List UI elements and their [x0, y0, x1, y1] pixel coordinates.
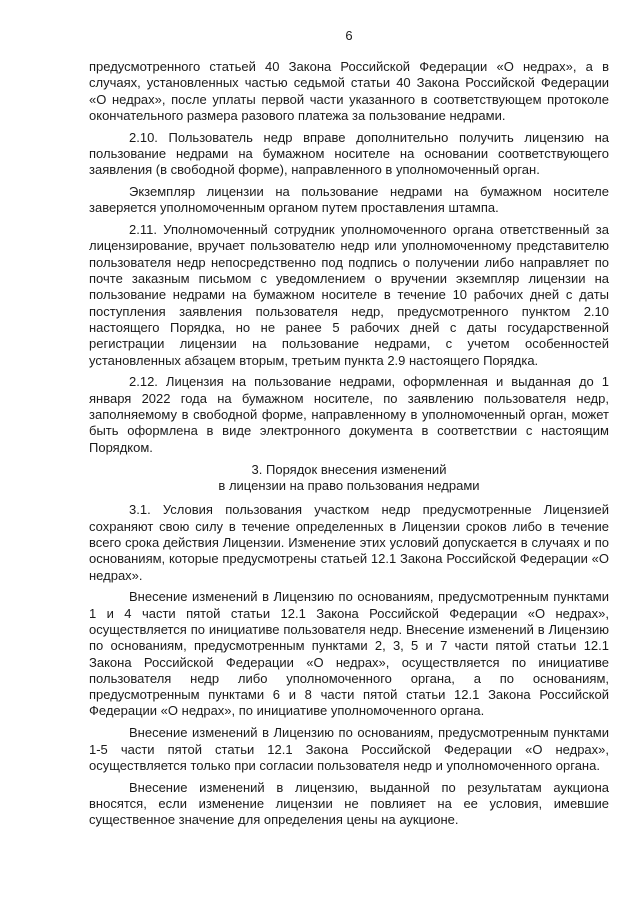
paragraph-amendments-consent: Внесение изменений в Лицензию по основаниям, предусмотренным пунктами 1-5 части пятой статьи 12.1 Закона Российской Федерации «О недрах», осуществляется только при согласии пользователя недр и уполномоченного органа. — [89, 725, 609, 773]
paragraph-3-1: 3.1. Условия пользования участком недр предусмотренные Лицензией сохраняют свою силу в течение определенных в Лицензии сроков либо в течение всего срока действия Лицензии. Изменение этих условий допускается в случаях и по основаниям, которые предусмотрены статьей 12.1 Закона Российской Федерации «О недрах». — [89, 502, 609, 583]
page-number: 6 — [345, 28, 353, 43]
section-heading-line-1: 3. Порядок внесения изменений — [251, 461, 447, 477]
section-heading — [89, 462, 609, 495]
paragraph-auction-license: Внесение изменений в лицензию, выданной по результатам аукциона вносятся, если изменение лицензии не повлияет на ее условия, имевшие существенное значение для определения цены на аукционе. — [89, 779, 609, 828]
paragraph-license-copy: Экземпляр лицензии на пользование недрами на бумажном носителе заверяется уполномоченным органом путем проставления штампа. — [89, 184, 609, 216]
document-body — [89, 59, 609, 834]
paragraph-2-10: 2.10. Пользователь недр вправе дополнительно получить лицензию на пользование недрами на бумажном носителе на основании соответствующего заявления (в свободной форме), направленного в уполномоченный орган. — [89, 129, 609, 178]
paragraph-2-11: 2.11. Уполномоченный сотрудник уполномоченного органа ответственный за лицензирование, вручает пользователю недр или уполномоченному представителю пользователя недр непосредственно под подпись о получении либо направляет по почте заказным письмом с уведомлением о вручении экземпляр лицензии на пользование недрами на бумажном носителе в течение 10 рабочих дней с даты поступления заявления пользователя недр, предусмотренного пунктом 2.10 настоящего Порядка, но не ранее 5 рабочих дней с даты государственной регистрации лицензии на пользование недрами, с учетом особенностей установленных абзацем вторым, третьим пункта 2.9 настоящего Порядка. — [89, 222, 609, 368]
paragraph-continuation: предусмотренного статьей 40 Закона Российской Федерации «О недрах», а в случаях, установленных частью седьмой статьи 40 Закона Российской Федерации «О недрах», после уплаты первой части указанного в соответствующем протоколе окончательного размера разового платежа за пользование недрами. — [89, 59, 609, 123]
paragraph-2-12: 2.12. Лицензия на пользование недрами, оформленная и выданная до 1 января 2022 года на бумажном носителе, по заявлению пользователя недр, заполняемому в свободной форме, направленному в уполномоченный орган, может быть оформлена в виде электронного документа в соответствии с настоящим Порядком. — [89, 374, 609, 455]
section-heading-line-2: в лицензии на право пользования недрами — [218, 478, 480, 494]
paragraph-amendments-initiative: Внесение изменений в Лицензию по основаниям, предусмотренным пунктами 1 и 4 части пятой статьи 12.1 Закона Российской Федерации «О недрах», осуществляется по инициативе пользователя недр. Внесение изменений в Лицензию по основаниям, предусмотренным пунктами 2, 3, 5 и 7 части пятой статьи 12.1 Закона Российской Федерации «О недрах», осуществляется по инициативе пользователя недр либо уполномоченного органа, а по основаниям, предусмотренным пунктами 6 и 8 части пятой статьи 12.1 Закона Российской Федерации «О недрах», по инициативе уполномоченного органа. — [89, 589, 609, 719]
